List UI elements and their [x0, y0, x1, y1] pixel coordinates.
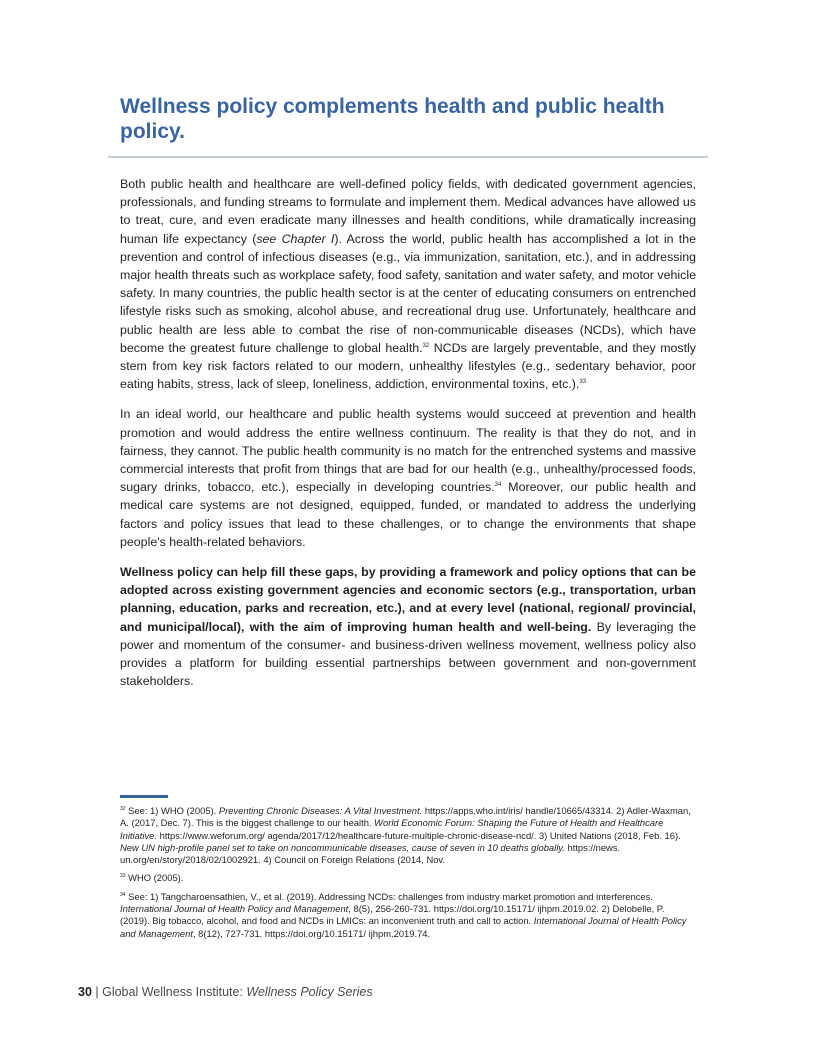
paragraph-1: Both public health and healthcare are well-defined policy fields, with dedicated government agencies, professionals, and funding streams to formulate and implement them. Medical advances have allowed us to treat, cure, and even eradicate many illnesses and health conditions, while dramatically increasing human life expectancy (see Chapter I). Across the world, public health has accomplished a lot in the prevention and control of infectious diseases (e.g., via immunization, sanitation, etc.), and in addressing major health threats such as workplace safety, food safety, sanitation and water safety, and motor vehicle safety. In many countries, the public health sector is at the center of educating consumers on entrenched lifestyle risks such as smoking, alcohol abuse, and recreational drug use. Unfortunately, healthcare and public health are less able to combat the rise of non-communicable diseases (NCDs), which have become the greatest future challenge to global health.$^{32}$ NCDs are largely preventable, and they mostly stem from key risk factors related to our modern, unhealthy lifestyles (e.g., sedentary behavior, poor eating habits, stress, lack of sleep, loneliness, addiction, environmental toxins, etc.).$^{33}$	[120, 177, 696, 392]
footnote-32: $^{32}$ See: 1) WHO (2005). Preventing Chronic Diseases: A Vital Investment. https://apps.who.int/iris/ handle/10665/43314. 2) Adler-Waxman, A. (2017, Dec. 7). This is the biggest challenge to our health. World Economic Forum: Shaping the Future of Health and Healthcare Initiative. https://www.weforum.org/ agenda/2017/12/healthcare-future-multiple-chronic-disease-ncd/. 3) United Nations (2018, Feb. 16). New UN high-profile panel set to take on noncommunicable diseases, cause of seven in 10 deaths globally. https://news. un.org/en/story/2018/02/1002921. 4) Council on Foreign Relations (2014, Nov.	[120, 805, 691, 866]
footnote-ref-32[interactable]: 32	[422, 342, 430, 349]
footnote-ref-33[interactable]: 33	[579, 379, 587, 386]
paragraph-2: In an ideal world, our healthcare and public health systems would succeed at prevention and health promotion and would address the entire wellness continuum. The reality is that they do not, and in fairness, they cannot. The public health community is no match for the entrenched systems and massive commercial interests that profit from things that are bad for our health (e.g., unhealthy/processed foods, sugary drinks, tobacco, etc.), especially in developing countries.$^{34}$ Moreover, our public health and medical care systems are not designed, equipped, funded, or mandated to address the underlying factors and policy issues that lead to these challenges, or to change the environments that shape people's health-related behaviors.	[120, 407, 696, 549]
publisher-name: Global Wellness Institute:	[102, 985, 247, 999]
footnote-divider	[120, 795, 168, 798]
page-title: Wellness policy complements health and public health policy.	[120, 95, 665, 143]
main-body	[120, 175, 696, 702]
footnote-ref-34[interactable]: 34	[494, 482, 502, 489]
series-name: Wellness Policy Series	[246, 985, 373, 999]
paragraph-3: Wellness policy can help fill these gaps, by providing a framework and policy options that can be adopted across existing government agencies and economic sectors (e.g., transportation, urban planning, education, parks and recreation, etc.), and at every level (national, regional/ provincial, and municipal/local), with the aim of improving human health and well-being. By leveraging the power and momentum of the consumer- and business-driven wellness movement, wellness policy also provides a platform for building essential partnerships between government and non-government stakeholders.	[120, 565, 697, 689]
page-footer: 30 | Global Wellness Institute: Wellness Policy Series	[78, 985, 373, 999]
page-number: 30	[78, 985, 92, 999]
footnotes	[120, 805, 696, 946]
title-divider	[108, 156, 708, 158]
footnote-33: $^{33}$ WHO (2005).	[120, 872, 184, 884]
footnote-34: $^{34}$ See: 1) Tangcharoensathien, V., et al. (2019). Addressing NCDs: challenges from industry market promotion and interferences. International Journal of Health Policy and Management, 8(5), 256-260-731. https://doi.org/10.15171/ ijhpm.2019.02. 2) Delobelle, P. (2019). Big tobacco, alcohol, and food and NCDs in LMICs: an inconvenient truth and call to action. International Journal of Health Policy and Management, 8(12), 727-731. https://doi.org/10.15171/ ijhpm.2019.74.	[120, 890, 687, 939]
